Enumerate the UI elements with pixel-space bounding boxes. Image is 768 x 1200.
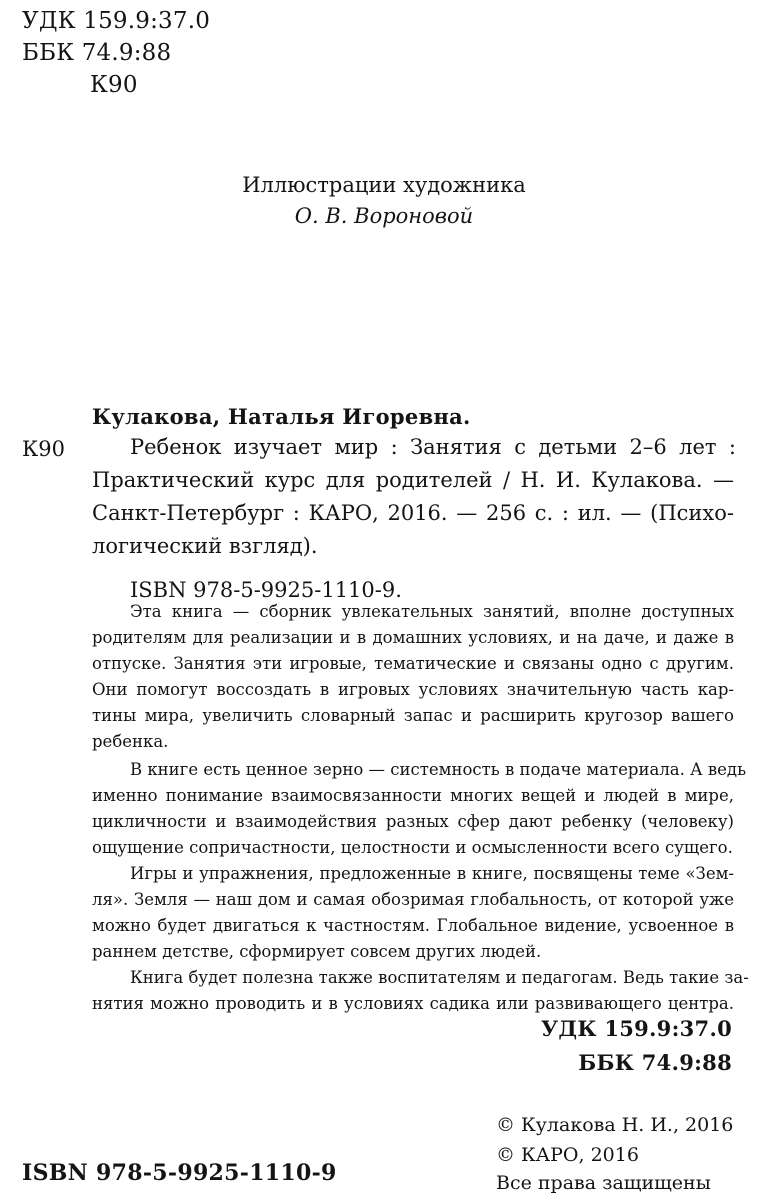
annotation-line: Они помогут воссоздать в игровых условиях значительную часть кар- [92, 680, 734, 699]
illustrator-name: О. В. Вороновой [294, 204, 474, 228]
annotation-line: можно будет двигаться к частностям. Глобальное видение, усвоенное в [92, 916, 734, 935]
udk-code-bottom: УДК 159.9:37.0 [541, 1016, 732, 1041]
bib-record-line: Санкт-Петербург : КАРО, 2016. — 256 с. : ил. — (Психо- [92, 501, 734, 525]
annotation-line: Эта книга — сборник увлекательных занятий, вполне доступных [130, 602, 734, 621]
illustrator-credit-line: Иллюстрации художника [242, 173, 526, 197]
annotation-line: нятия можно проводить и в условиях садика или развивающего центра. [92, 994, 734, 1013]
bib-record-line: логический взгляд). [92, 534, 318, 558]
annotation-line: Игры и упражнения, предложенные в книге, посвящены теме «Зем- [130, 864, 734, 883]
annotation-line: ощущение сопричастности, целостности и осмысленности всего сущего. [92, 838, 733, 857]
bib-record-line: Практический курс для родителей / Н. И. Кулакова. — [92, 468, 734, 492]
copyright-publisher: © КАРО, 2016 [496, 1144, 639, 1166]
annotation-line: Книга будет полезна также воспитателям и педагогам. Ведь такие за- [130, 968, 749, 987]
udk-code-top: УДК 159.9:37.0 [22, 8, 211, 34]
bib-record-line: Ребенок изучает мир : Занятия с детьми 2–6 лет : [130, 435, 736, 459]
annotation-line: тины мира, увеличить словарный запас и расширить кругозор вашего [92, 706, 734, 725]
bbk-code-bottom: ББК 74.9:88 [578, 1050, 732, 1075]
author-sign: К90 [22, 437, 65, 461]
annotation-line: именно понимание взаимосвязанности многих вещей и людей в мире, [92, 786, 734, 805]
annotation-line: родителям для реализации и в домашних условиях, и на даче, и даже в [92, 628, 734, 647]
annotation-line: ребенка. [92, 732, 169, 751]
annotation-line: отпуске. Занятия эти игровые, тематические и связаны одно с другим. [92, 654, 734, 673]
author-sign-top: К90 [90, 72, 138, 98]
isbn-record: ISBN 978-5-9925-1110-9. [130, 578, 402, 602]
isbn-bottom: ISBN 978-5-9925-1110-9 [22, 1160, 337, 1186]
rights-reserved: Все права защищены [496, 1172, 711, 1194]
author-heading: Кулакова, Наталья Игоревна. [92, 404, 471, 429]
annotation-line: ля». Земля — наш дом и самая обозримая глобальность, от которой уже [92, 890, 734, 909]
bbk-code-top: ББК 74.9:88 [22, 40, 172, 66]
annotation-line: цикличности и взаимодействия разных сфер дают ребенку (человеку) [92, 812, 734, 831]
annotation-line: раннем детстве, сформирует совсем других людей. [92, 942, 542, 961]
copyright-author: © Кулакова Н. И., 2016 [496, 1114, 734, 1136]
annotation-line: В книге есть ценное зерно — системность в подаче материала. А ведь [130, 760, 747, 779]
